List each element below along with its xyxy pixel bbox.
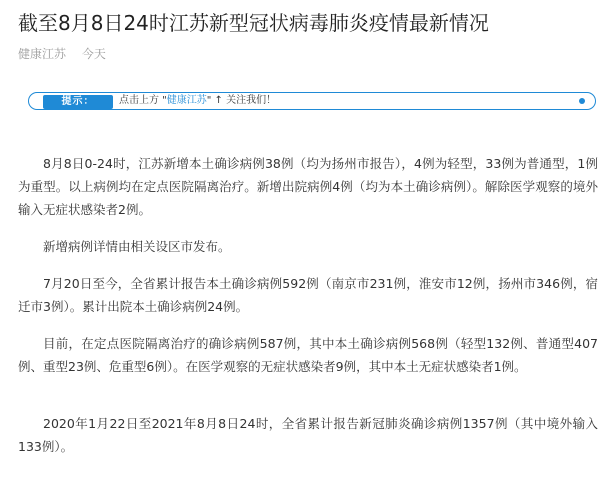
article-meta: [18, 46, 106, 62]
tip-suffix: " ↑ 关注我们！: [206, 95, 277, 106]
article-body: [18, 152, 598, 472]
publish-date: 今天: [81, 47, 106, 61]
author-link[interactable]: 健康江苏: [18, 47, 67, 61]
tip-dot-icon: [579, 98, 585, 104]
paragraph: 2020年1月22日至2021年8月8日24时，全省累计报告新冠肺炎确诊病例1357例（其中境外输入133例）。: [18, 416, 598, 454]
paragraph: 8月8日0-24时，江苏新增本土确诊病例38例（均为扬州市报告），4例为轻型，33例为普通型，1例为重型。以上病例均在定点医院隔离治疗。新增出院病例4例（均为本土确诊病例）。解除医学观察的境外输入无症状感染者2例。: [18, 156, 598, 217]
follow-tip-bar: [28, 92, 596, 110]
tip-prefix: 点击上方 ": [119, 95, 167, 106]
tip-badge: 提示：: [43, 95, 113, 109]
paragraph: 目前，在定点医院隔离治疗的确诊病例587例，其中本土确诊病例568例（轻型132例、普通型407例、重型23例、危重型6例）。在医学观察的无症状感染者9例，其中本土无症状感染者1例。: [18, 336, 598, 374]
paragraph: 新增病例详情由相关设区市发布。: [43, 239, 231, 254]
tip-text: [119, 94, 276, 108]
follow-account-link[interactable]: 健康江苏: [166, 95, 207, 106]
article-title: 截至8月8日24时江苏新型冠状病毒肺炎疫情最新情况: [18, 11, 489, 35]
paragraph: 7月20日至今，全省累计报告本土确诊病例592例（南京市231例，淮安市12例，扬州市346例，宿迁市3例）。累计出院本土确诊病例24例。: [18, 276, 598, 314]
